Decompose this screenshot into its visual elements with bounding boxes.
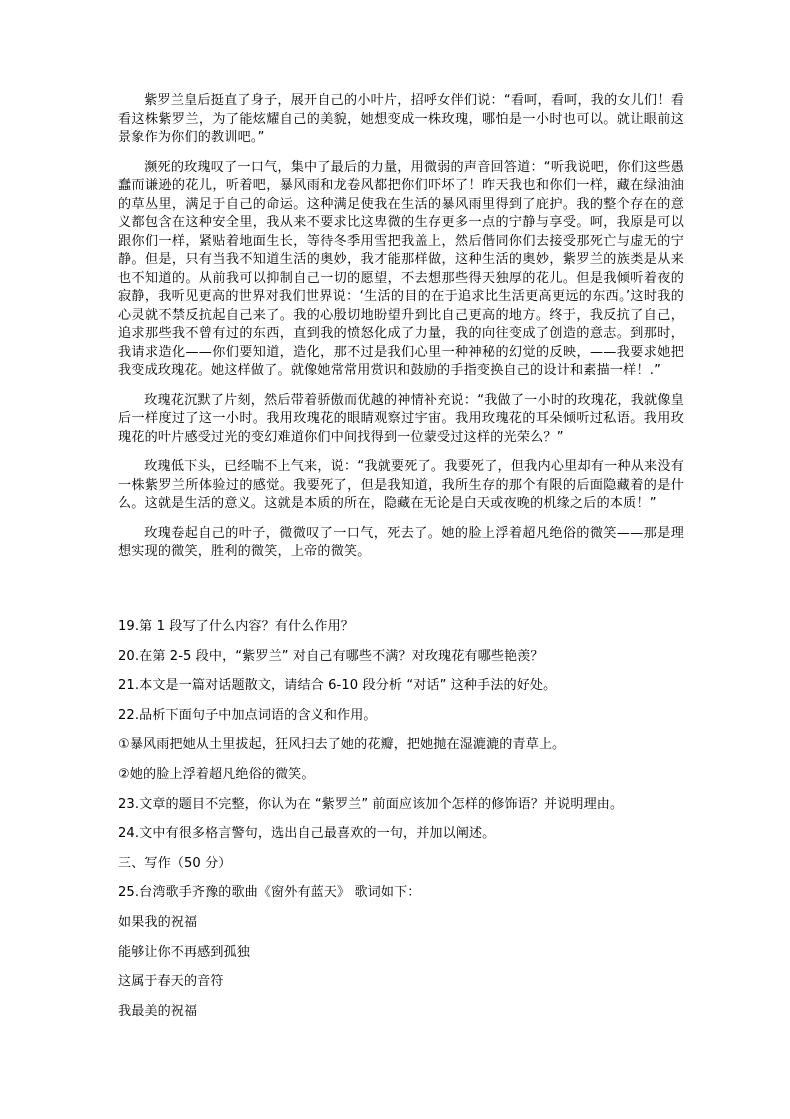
question-22: 22.品析下面句子中加点词语的含义和作用。 — [118, 707, 377, 723]
lyrics-line: 我最美的祝福 — [118, 1003, 198, 1019]
question-24: 24.文中有很多格言警句，选出自己最喜欢的一句，并加以阐述。 — [118, 826, 496, 842]
lyrics-line: 如果我的祝福 — [118, 914, 198, 930]
question-20: 20.在第 2-5 段中，“紫罗兰” 对自己有哪些不满？对玫瑰花有哪些艳羡？ — [118, 648, 544, 664]
story-text — [118, 92, 684, 573]
question-21: 21.本文是一篇对话题散文，请结合 6-10 段分析 “对话” 这种手法的好处。 — [118, 678, 557, 694]
question-22-sentence-1: ①暴风雨把她从土里拔起，狂风扫去了她的花瓣，把她抛在湿漉漉的青草上。 — [118, 737, 566, 753]
story-paragraph: 玫瑰卷起自己的叶子，微微叹了一口气，死去了。她的脸上浮着超凡绝俗的微笑——那是理想实现的微笑，胜利的微笑，上帝的微笑。 — [118, 525, 684, 559]
story-paragraph: 玫瑰花沉默了片刻，然后带着骄傲而优越的神情补充说：“我做了一小时的玫瑰花，我就像皇后一样度过了这一小时。我用玫瑰花的眼睛观察过宇宙。我用玫瑰花的耳朵倾听过私语。我用玫瑰花的叶片感受过光的变幻难道你们中间找得到一位蒙受过这样的光荣么？” — [118, 392, 684, 445]
story-paragraph: 紫罗兰皇后挺直了身子，展开自己的小叶片，招呼女伴们说：“看呵，看呵，我的女儿们！看看这株紫罗兰，为了能炫耀自己的美貌，她想变成一株玫瑰，哪怕是一小时也可以。就让眼前这景象作为你们的教训吧。” — [118, 93, 684, 145]
question-19: 19.第 1 段写了什么内容？有什么作用？ — [118, 619, 354, 634]
story-paragraph: 濒死的玫瑰叹了一口气，集中了最后的力量，用微弱的声音回答道：“听我说吧，你们这些愚蠢而谦逊的花儿，听着吧，暴风雨和龙卷风都把你们吓坏了！昨天我也和你们一样，藏在绿油油的草丛里，满足于自己的命运。这种满足使我在生活的暴风雨里得到了庇护。我的整个存在的意义都包含在这种安全里，我从来不要求比这卑微的生存更多一点的宁静与享受。呵，我原是可以跟你们一样，紧贴着地面生长，等待冬季用雪把我盖上，然后偕同你们去接受那死亡与虚无的宁静。但是，只有当我不知道生活的奥妙，我才能那样做，这种生活的奥妙，紫罗兰的族类是从来也不知道的。从前我可以抑制自己一切的愿望，不去想那些得天独厚的花儿。但是我倾听着夜的寂静，我听见更高的世界对我们世界说：‘生活的目的在于追求比生活更高更远的东西。’这时我的心灵就不禁反抗起自己来了。我的心殷切地盼望升到比自己更高的地方。终于，我反抗了自己，追求那些我不曾有过的东西，直到我的愤怒化成了力量，我的向往变成了创造的意志。到那时，我请求造化——你们要知道，造化，那不过是我们心里一种神秘的幻觉的反映，——我要求她把我变成玫瑰花。她这样做了。就像她常常用赏识和鼓励的手指变换自己的设计和素描一样！.” — [118, 159, 684, 378]
question-25: 25.台湾歌手齐豫的歌曲《窗外有蓝天》 歌词如下： — [118, 885, 421, 901]
story-paragraph: 玫瑰低下头，已经喘不上气来，说：“我就要死了。我要死了，但我内心里却有一种从来没有一株紫罗兰所体验过的感觉。我要死了，但是我知道，我所生存的那个有限的后面隐藏着的是什么。这就是生活的意义。这就是本质的所在，隐藏在无论是白天或夜晚的机缘之后的本质！” — [118, 459, 684, 511]
question-list — [118, 618, 688, 1032]
section-heading-writing: 三、写作（50 分） — [118, 855, 232, 871]
lyrics-line: 能够让你不再感到孤独 — [118, 944, 250, 960]
lyrics-line: 这属于春天的音符 — [118, 974, 224, 990]
question-22-sentence-2: ②她的脸上浮着超凡绝俗的微笑。 — [118, 766, 315, 782]
question-23: 23.文章的题目不完整，你认为在 “紫罗兰” 前面应该加个怎样的修饰语？并说明理由。 — [118, 796, 624, 812]
